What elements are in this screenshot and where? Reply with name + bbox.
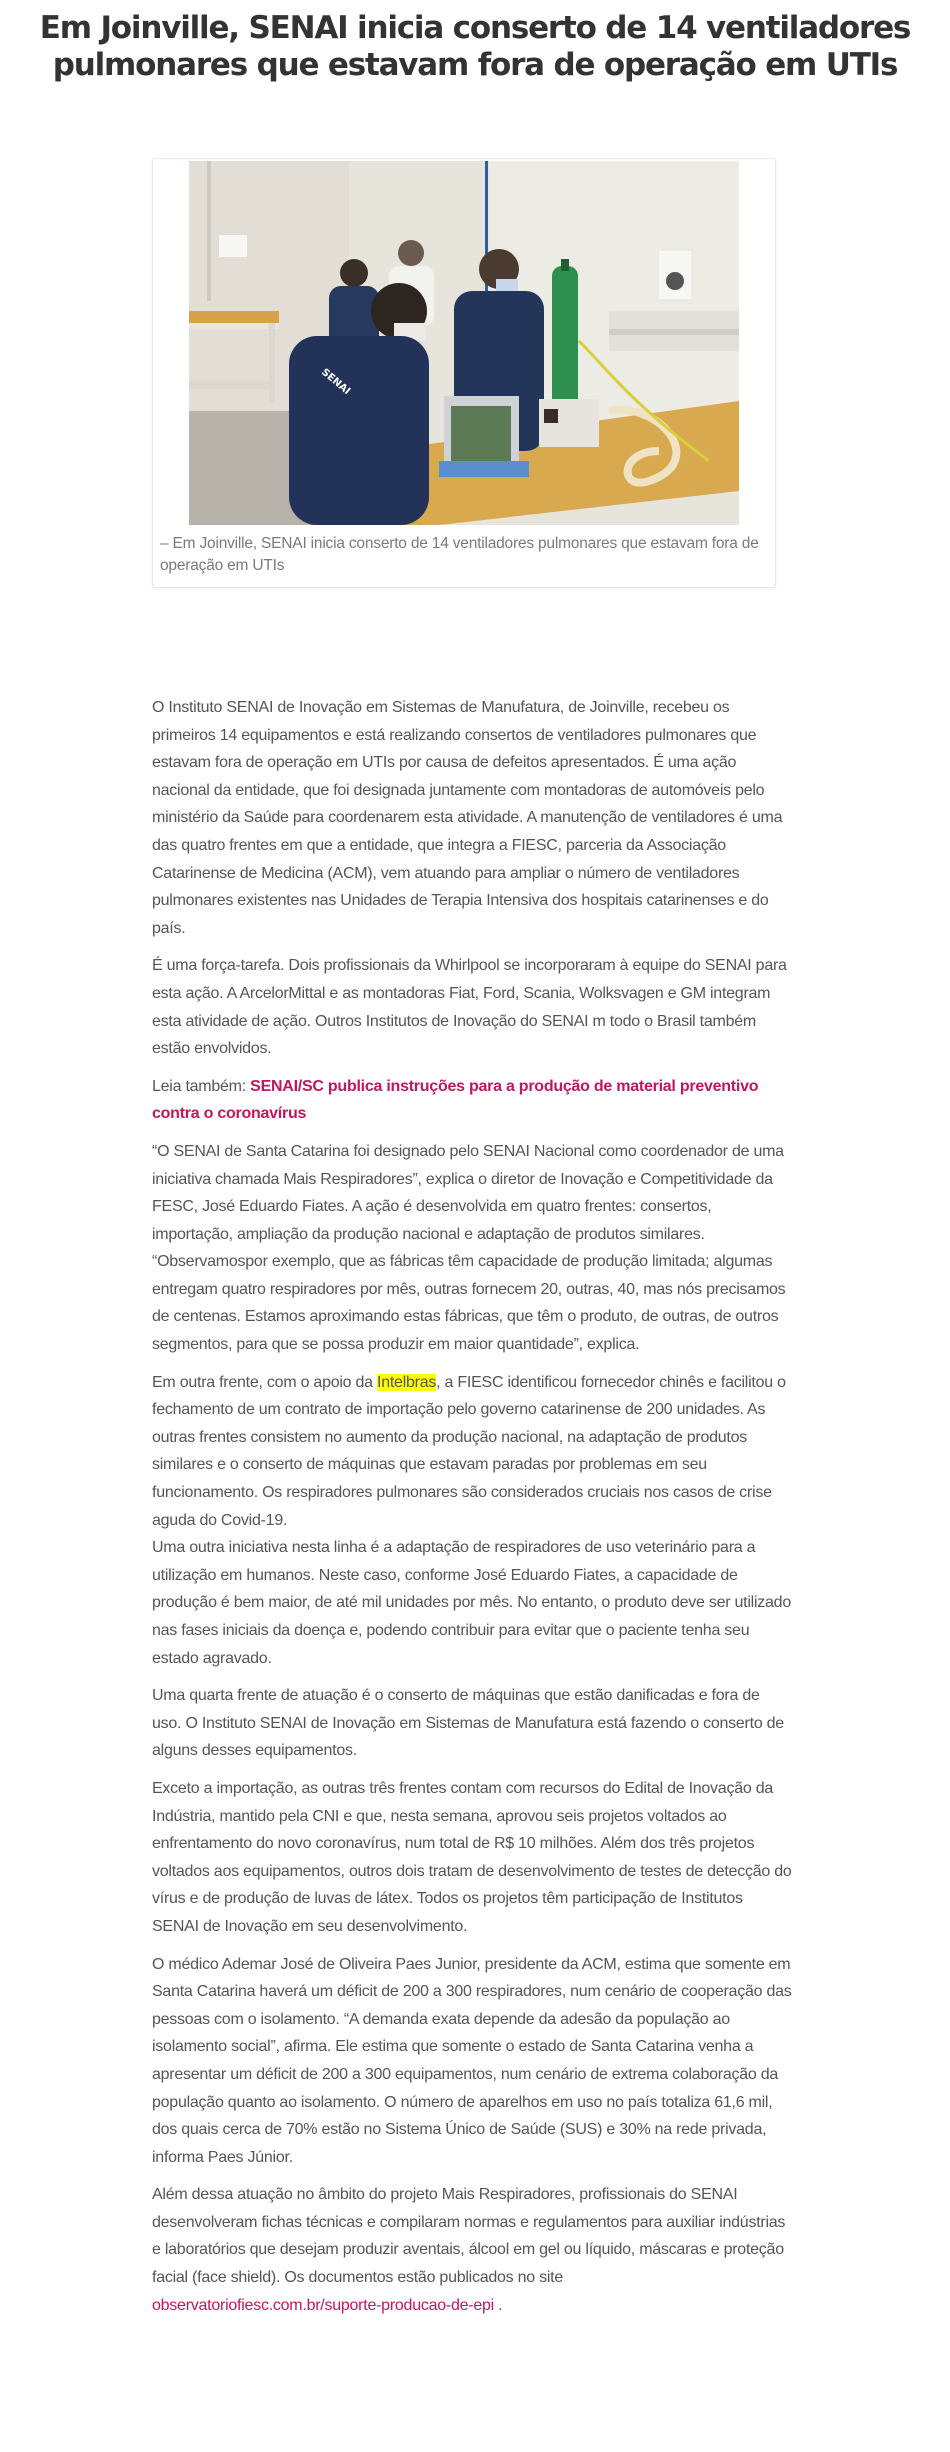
observatorio-site-link[interactable]: observatoriofiesc.com.br/suporte-producao-de-epi <box>152 2296 494 2314</box>
paragraph-fourth-front: Uma quarta frente de atuação é o conserto de máquinas que estão danificadas e fora de uso. O Instituto SENAI de Inovação em Sistemas de Manufatura está fazendo o conserto de alguns desses equipamentos. <box>152 1687 784 1760</box>
article-figure <box>152 158 776 588</box>
p8-text-before: Além dessa atuação no âmbito do projeto Mais Respiradores, profissionais do SENAI desenvolveram fichas técnicas e compilaram normas e regulamentos para auxiliar indústrias e laboratórios que desejam produzir aventais, álcool em gel ou líquido, máscaras e proteção facial (face shield). Os documentos estão publicados no site <box>152 2186 786 2287</box>
paragraph-intro: O Instituto SENAI de Inovação em Sistemas de Manufatura, de Joinville, recebeu os primeiros 14 equipamentos e está realizando consertos de ventiladores pulmonares que estavam fora de operação em UTIs por causa de defeitos apresentados. É uma ação nacional da entidade, que foi designada juntamente com montadoras de automóveis pelo ministério da Saúde para coordenarem esta atividade. A manutenção de ventiladores é uma das quatro frentes em que a entidade, que integra a FIESC, parceria da Associação Catarinense de Medicina (ACM), vem atuando para ampliar o número de ventiladores pulmonares existentes nas Unidades de Terapia Intensiva dos hospitais catarinenses e do país. <box>152 699 783 937</box>
paragraph-acm-estimate: O médico Ademar José de Oliveira Paes Junior, presidente da ACM, estima que somente em Santa Catarina haverá um déficit de 200 a 300 respiradores, num cenário de cooperação das pessoas com o isolamento. “A demanda exata depende da adesão da população ao isolamento social”, afirma. Ele estima que somente o estado de Santa Catarina venha a apresentar um déficit de 200 a 300 equipamentos, num cenário de extrema colaboração da população quanto ao isolamento. O número de aparelhos em uso no país totaliza 61,6 mil, dos quais cerca de 70% estão no Sistema Único de Saúde (SUS) e 30% na rede privada, informa Paes Júnior. <box>152 1955 792 2166</box>
p4-text-veterinary: Uma outra iniciativa nesta linha é a adaptação de respiradores de uso veterinário para a utilização em humanos. Neste caso, conforme José Eduardo Fiates, a capacidade de produção é bem maior, de até mil unidades por mês. No entanto, o produto deve ser utilizado nas fases iniciais da doença e, podendo contribuir para evitar que o paciente tenha seu estado agravado. <box>152 1539 791 1667</box>
article-body <box>152 694 792 2329</box>
paragraph-import-front <box>152 1369 792 1673</box>
paragraph-funding: Exceto a importação, as outras três frentes contam com recursos do Edital de Inovação da Indústria, mantido pela CNI e que, nesta semana, aprovou seis projetos voltados ao enfrentamento do novo coronavírus, num total de R$ 10 milhões. Além dos três projetos voltados aos equipamentos, outros dois tratam de desenvolvimento de testes de detecção do vírus e de produção de luvas de látex. Todos os projetos têm participação de Institutos SENAI de Inovação em seu desenvolvimento. <box>152 1779 792 1935</box>
p4-text-after: , a FIESC identificou fornecedor chinês e facilitou o fechamento de um contrato de importação pelo governo catarinense de 200 unidades. As outras frentes consistem no aumento da produção nacional, na adaptação de produtos similares e o conserto de máquinas que estavam paradas por problemas em seu funcionamento. Os respiradores pulmonares são considerados cruciais nos casos de crise aguda do Covid-19. <box>152 1373 786 1529</box>
paragraph-quote-fiates: “O SENAI de Santa Catarina foi designado pelo SENAI Nacional como coordenador de uma iniciativa chamada Mais Respiradores”, explica o diretor de Inovação e Competitividade da FESC, José Eduardo Fiates. A ação é desenvolvida em quatro frentes: consertos, importação, ampliação da produção nacional e adaptação de produtos similares. “Observamospor exemplo, que as fábricas têm capacidade de produção limitada; algumas entregam quatro respiradores por mês, outras fornecem 20, outras, 40, mas nós precisamos de centenas. Estamos aproximando estas fábricas, que têm o produto, de outras, de outros segmentos, para que se possa produzir em maior quantidade”, explica. <box>152 1142 786 1354</box>
related-article-link[interactable]: SENAI/SC publica instruções para a produção de material preventivo contra o coronavírus <box>152 1077 759 1123</box>
article-title: Em Joinville, SENAI inicia conserto de 14 ventiladores pulmonares que estavam fora de operação em UTIs <box>39 10 911 83</box>
paragraph-task-force: É uma força-tarefa. Dois profissionais da Whirlpool se incorporaram à equipe do SENAI para esta ação. A ArcelorMittal e as montadoras Fiat, Ford, Scania, Wolksvagen e GM integram esta atividade de ação. Outros Institutos de Inovação do SENAI m todo o Brasil também estão envolvidos. <box>152 957 787 1058</box>
article-photo <box>189 161 739 525</box>
figure-caption: – Em Joinville, SENAI inicia conserto de 14 ventiladores pulmonares que estavam fora de operação em UTIs <box>160 535 759 574</box>
p4-text-before: Em outra frente, com o apoio da <box>152 1373 378 1391</box>
highlighted-term-intelbras: Intelbras <box>377 1373 437 1391</box>
related-prefix: Leia também: <box>152 1077 251 1095</box>
related-article <box>152 1073 792 1128</box>
photo-illustration <box>189 161 739 525</box>
p8-text-after: . <box>493 2296 503 2314</box>
paragraph-epi-documents <box>152 2181 792 2319</box>
svg-text:SENAI: SENAI <box>319 366 353 398</box>
